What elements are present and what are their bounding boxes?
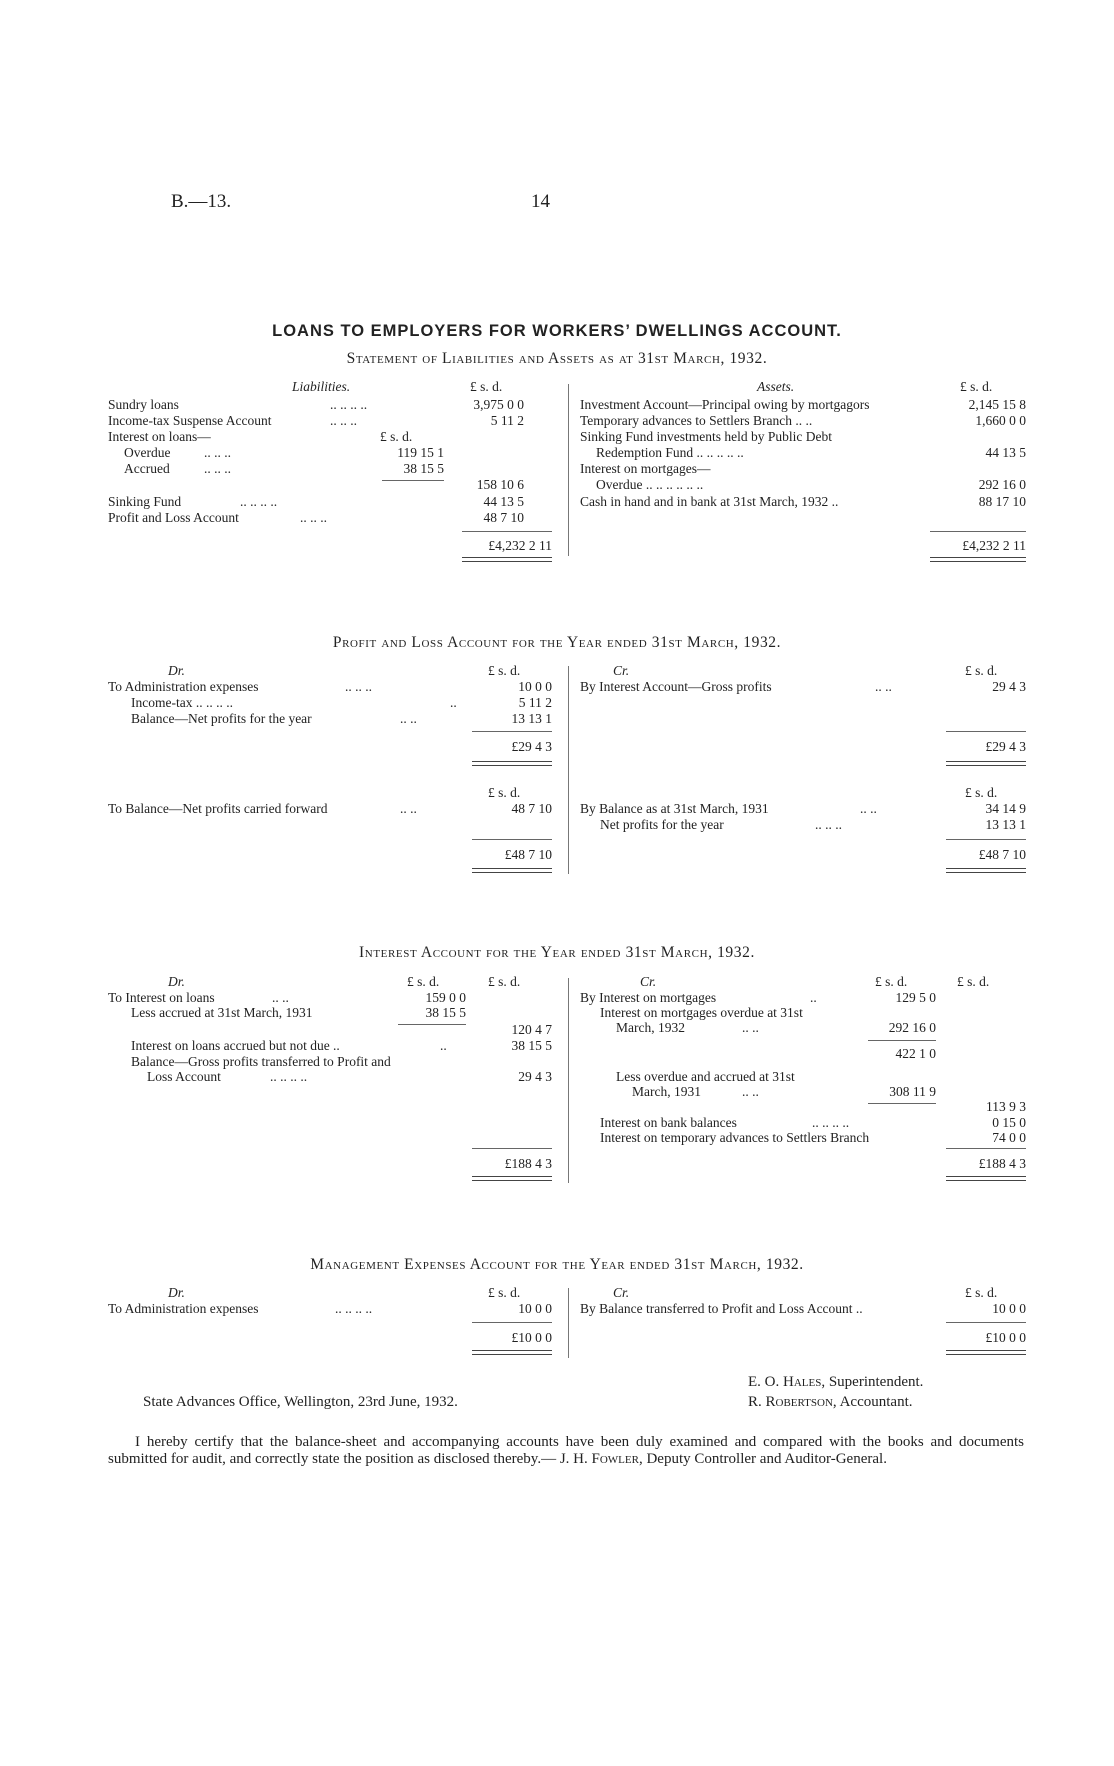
- interest-cr-label: Interest on mortgages overdue at 31st: [600, 1005, 803, 1020]
- pl-dr-label: Balance—Net profits for the year: [131, 711, 312, 726]
- pl-subtitle: Profit and Loss Account for the Year ended 31st March, 1932.: [332, 634, 782, 651]
- pl-cr-lsd-head: £ s. d.: [965, 663, 998, 678]
- rule: [946, 731, 1026, 732]
- assets-caption: Assets.: [757, 379, 795, 394]
- signature-accountant: [748, 1394, 913, 1411]
- liability-label: Income-tax Suspense Account: [108, 413, 272, 428]
- pl-dr-amount: 10 0 0: [518, 679, 552, 694]
- pl-cr-label: Net profits for the year: [600, 817, 724, 832]
- mgmt-dr-label: To Administration expenses: [108, 1301, 259, 1316]
- report-code: B.—13.: [171, 191, 232, 212]
- leader-dots: .. .. .. ..: [240, 494, 278, 509]
- double-rule: [946, 868, 1026, 873]
- interest-sub-lsd-head: £ s. d.: [380, 429, 413, 444]
- pl-cr-lsd-head: £ s. d.: [965, 785, 998, 800]
- interest-dr-inner-head: £ s. d.: [407, 974, 440, 989]
- column-divider: [568, 1288, 569, 1358]
- asset-label: Cash in hand and in bank at 31st March, 1932 ..: [580, 494, 839, 509]
- asset-amount: 88 17 10: [978, 494, 1026, 509]
- pl-dr-amount: 48 7 10: [511, 801, 552, 816]
- office-dateline: State Advances Office, Wellington, 23rd June, 1932.: [143, 1394, 458, 1410]
- asset-label: Overdue .. .. .. .. .. ..: [596, 477, 704, 492]
- liability-amount: 5 11 2: [490, 413, 524, 428]
- pl-cr-label: By Balance as at 31st March, 1931: [580, 801, 769, 816]
- pl-dr-label: To Administration expenses: [108, 679, 259, 694]
- pl-dr-amount: 13 13 1: [511, 711, 552, 726]
- interest-cr-label: Interest on temporary advances to Settlers Branch: [600, 1130, 870, 1145]
- liabilities-caption: Liabilities.: [292, 379, 351, 394]
- double-rule: [946, 1350, 1026, 1355]
- pl-dr-label: Income-tax .. .. .. ..: [131, 695, 233, 710]
- interest-subtitle: Interest Account for the Year ended 31st March, 1932.: [359, 944, 755, 961]
- double-rule: [946, 761, 1026, 766]
- leader-dots: .. .. ..: [330, 413, 357, 428]
- liability-label: Accrued: [124, 461, 170, 476]
- interest-cr-caption: Cr.: [640, 974, 657, 989]
- interest-cr-inner-head: £ s. d.: [875, 974, 908, 989]
- liability-label: Profit and Loss Account: [108, 510, 239, 525]
- leader-dots: .. .. .. ..: [812, 1115, 850, 1130]
- interest-dr-total: £188 4 3: [504, 1156, 552, 1171]
- interest-dr-label: To Interest on loans: [108, 990, 215, 1005]
- liability-label: Overdue: [124, 445, 171, 460]
- mgmt-subtitle: Management Expenses Account for the Year ended 31st March, 1932.: [310, 1256, 804, 1273]
- interest-total-amount: 158 10 6: [476, 477, 524, 492]
- pl-cr-label: By Interest Account—Gross profits: [580, 679, 772, 694]
- pl-dr-caption: Dr.: [168, 663, 185, 678]
- mgmt-dr-amount: 10 0 0: [518, 1301, 552, 1316]
- interest-cr-inner-amount: 292 16 0: [888, 1020, 936, 1035]
- interest-cr-label: By Interest on mortgages: [580, 990, 717, 1005]
- rule: [462, 531, 552, 532]
- statement-subtitle: Statement of Liabilities and Assets as at 31st March, 1932.: [346, 350, 768, 367]
- interest-cr-outer-amount: 0 15 0: [992, 1115, 1026, 1130]
- leader-dots: ..: [450, 695, 457, 710]
- asset-amount: 44 13 5: [985, 445, 1026, 460]
- pl-cr-caption: Cr.: [613, 663, 630, 678]
- liabilities-total: £4,232 2 11: [488, 538, 552, 553]
- pl-cr-amount: 34 14 9: [985, 801, 1026, 816]
- leader-dots: ..: [810, 990, 817, 1005]
- liability-label: Sundry loans: [108, 397, 179, 412]
- asset-label: Interest on mortgages—: [580, 461, 711, 476]
- mgmt-cr-amount: 10 0 0: [992, 1301, 1026, 1316]
- interest-dr-outer-amount: 38 15 5: [511, 1038, 552, 1053]
- interest-cr-inner-amount: 422 1 0: [895, 1046, 936, 1061]
- mgmt-cr-total: £10 0 0: [985, 1330, 1026, 1345]
- signatory-name: E. O. Hales: [748, 1374, 822, 1390]
- leader-dots: .. .. .. ..: [270, 1069, 308, 1084]
- pl-dr-lsd-head: £ s. d.: [488, 663, 521, 678]
- mgmt-dr-caption: Dr.: [168, 1285, 185, 1300]
- mgmt-dr-total: £10 0 0: [511, 1330, 552, 1345]
- interest-cr-label: Interest on bank balances: [600, 1115, 737, 1130]
- rule: [946, 1322, 1026, 1323]
- interest-dr-outer-amount: 120 4 7: [511, 1022, 552, 1037]
- signature-superintendent: [748, 1374, 923, 1391]
- pl-cr-amount: 13 13 1: [985, 817, 1026, 832]
- double-rule: [472, 761, 552, 766]
- pl-dr-lsd-head: £ s. d.: [488, 785, 521, 800]
- mgmt-cr-caption: Cr.: [613, 1285, 630, 1300]
- asset-label: Sinking Fund investments held by Public Debt: [580, 429, 832, 444]
- assets-lsd-head: £ s. d.: [960, 379, 993, 394]
- interest-dr-inner-amount: 38 15 5: [425, 1005, 466, 1020]
- interest-dr-label: Less accrued at 31st March, 1931: [131, 1005, 313, 1020]
- rule: [472, 1148, 552, 1149]
- interest-cr-inner-amount: 129 5 0: [895, 990, 936, 1005]
- double-rule: [462, 557, 552, 562]
- liability-label: Sinking Fund: [108, 494, 182, 509]
- pl-dr-total: £29 4 3: [511, 739, 552, 754]
- auditor-role: , Deputy Controller and Auditor-General.: [638, 1451, 887, 1467]
- interest-overdue-amount: 119 15 1: [397, 445, 444, 460]
- interest-dr-label: Interest on loans accrued but not due ..: [131, 1038, 340, 1053]
- rule: [398, 1024, 466, 1025]
- pl-dr-amount: 5 11 2: [518, 695, 552, 710]
- liabilities-lsd-head: £ s. d.: [470, 379, 503, 394]
- leader-dots: .. ..: [742, 1020, 759, 1035]
- leader-dots: .. .. ..: [815, 817, 842, 832]
- double-rule: [930, 557, 1026, 562]
- signatory-name: R. Robertson: [748, 1394, 833, 1410]
- assets-total: £4,232 2 11: [962, 538, 1026, 553]
- pl-dr-total: £48 7 10: [504, 847, 552, 862]
- liability-amount: 3,975 0 0: [473, 397, 524, 412]
- leader-dots: .. .. .. ..: [335, 1301, 373, 1316]
- interest-dr-outer-head: £ s. d.: [488, 974, 521, 989]
- interest-cr-outer-head: £ s. d.: [957, 974, 990, 989]
- interest-dr-label: Loss Account: [147, 1069, 221, 1084]
- leader-dots: .. .. ..: [345, 679, 372, 694]
- interest-dr-caption: Dr.: [168, 974, 185, 989]
- rule: [930, 531, 1026, 532]
- column-divider: [568, 666, 569, 874]
- rule: [472, 1322, 552, 1323]
- rule: [868, 1103, 936, 1104]
- rule: [946, 839, 1026, 840]
- asset-amount: 292 16 0: [978, 477, 1026, 492]
- liability-amount: 48 7 10: [483, 510, 524, 525]
- leader-dots: .. .. ..: [204, 445, 231, 460]
- leader-dots: .. .. ..: [300, 510, 327, 525]
- pl-cr-total: £48 7 10: [978, 847, 1026, 862]
- leader-dots: .. .. .. ..: [330, 397, 368, 412]
- asset-amount: 1,660 0 0: [975, 413, 1026, 428]
- pl-cr-amount: 29 4 3: [992, 679, 1026, 694]
- pl-cr-total: £29 4 3: [985, 739, 1026, 754]
- rule: [472, 731, 552, 732]
- asset-label: Investment Account—Principal owing by mortgagors: [580, 397, 870, 412]
- interest-cr-outer-amount: 113 9 3: [986, 1099, 1026, 1114]
- liability-label: Interest on loans—: [108, 429, 211, 444]
- leader-dots: .. ..: [400, 711, 417, 726]
- audit-certificate: [108, 1434, 1024, 1468]
- auditor-name: J. H. Fowler: [559, 1451, 639, 1467]
- asset-amount: 2,145 15 8: [968, 397, 1026, 412]
- asset-label: Temporary advances to Settlers Branch .. ..: [580, 413, 813, 428]
- interest-cr-total: £188 4 3: [978, 1156, 1026, 1171]
- interest-accrued-amount: 38 15 5: [403, 461, 444, 476]
- signatory-role: , Superintendent.: [821, 1374, 924, 1390]
- certificate-text: I hereby certify that the balance-sheet and accompanying accounts have been duly examined and compared with the books and documents submitted for audit, and correctly state the position as disclosed thereby.—: [108, 1434, 1024, 1467]
- rule: [946, 1148, 1026, 1149]
- mgmt-dr-lsd-head: £ s. d.: [488, 1285, 521, 1300]
- interest-cr-inner-amount: 308 11 9: [889, 1084, 936, 1099]
- interest-dr-label: Balance—Gross profits transferred to Profit and: [131, 1054, 391, 1069]
- rule: [472, 839, 552, 840]
- page-number: 14: [531, 191, 550, 212]
- document-title: LOANS TO EMPLOYERS FOR WORKERS’ DWELLINGS ACCOUNT.: [272, 322, 842, 340]
- rule: [868, 1040, 936, 1041]
- pl-dr-label: To Balance—Net profits carried forward: [108, 801, 328, 816]
- liability-amount: 44 13 5: [483, 494, 524, 509]
- leader-dots: .. ..: [860, 801, 877, 816]
- interest-dr-inner-amount: 159 0 0: [425, 990, 466, 1005]
- leader-dots: .. ..: [400, 801, 417, 816]
- column-divider: [568, 978, 569, 1183]
- interest-cr-label: March, 1932: [616, 1020, 685, 1035]
- double-rule: [946, 1176, 1026, 1181]
- double-rule: [472, 868, 552, 873]
- double-rule: [472, 1350, 552, 1355]
- leader-dots: .. .. ..: [204, 461, 231, 476]
- leader-dots: .. ..: [875, 679, 892, 694]
- interest-cr-label: Less overdue and accrued at 31st: [616, 1069, 795, 1084]
- leader-dots: .. ..: [742, 1084, 759, 1099]
- leader-dots: ..: [440, 1038, 447, 1053]
- interest-cr-outer-amount: 74 0 0: [992, 1130, 1026, 1145]
- mgmt-cr-lsd-head: £ s. d.: [965, 1285, 998, 1300]
- leader-dots: .. ..: [272, 990, 289, 1005]
- double-rule: [472, 1176, 552, 1181]
- interest-dr-outer-amount: 29 4 3: [518, 1069, 552, 1084]
- asset-label: Redemption Fund .. .. .. .. ..: [596, 445, 744, 460]
- mgmt-cr-label: By Balance transferred to Profit and Loss Account ..: [580, 1301, 863, 1316]
- signatory-role: , Accountant.: [832, 1394, 913, 1410]
- interest-cr-label: March, 1931: [632, 1084, 701, 1099]
- column-divider: [568, 384, 569, 556]
